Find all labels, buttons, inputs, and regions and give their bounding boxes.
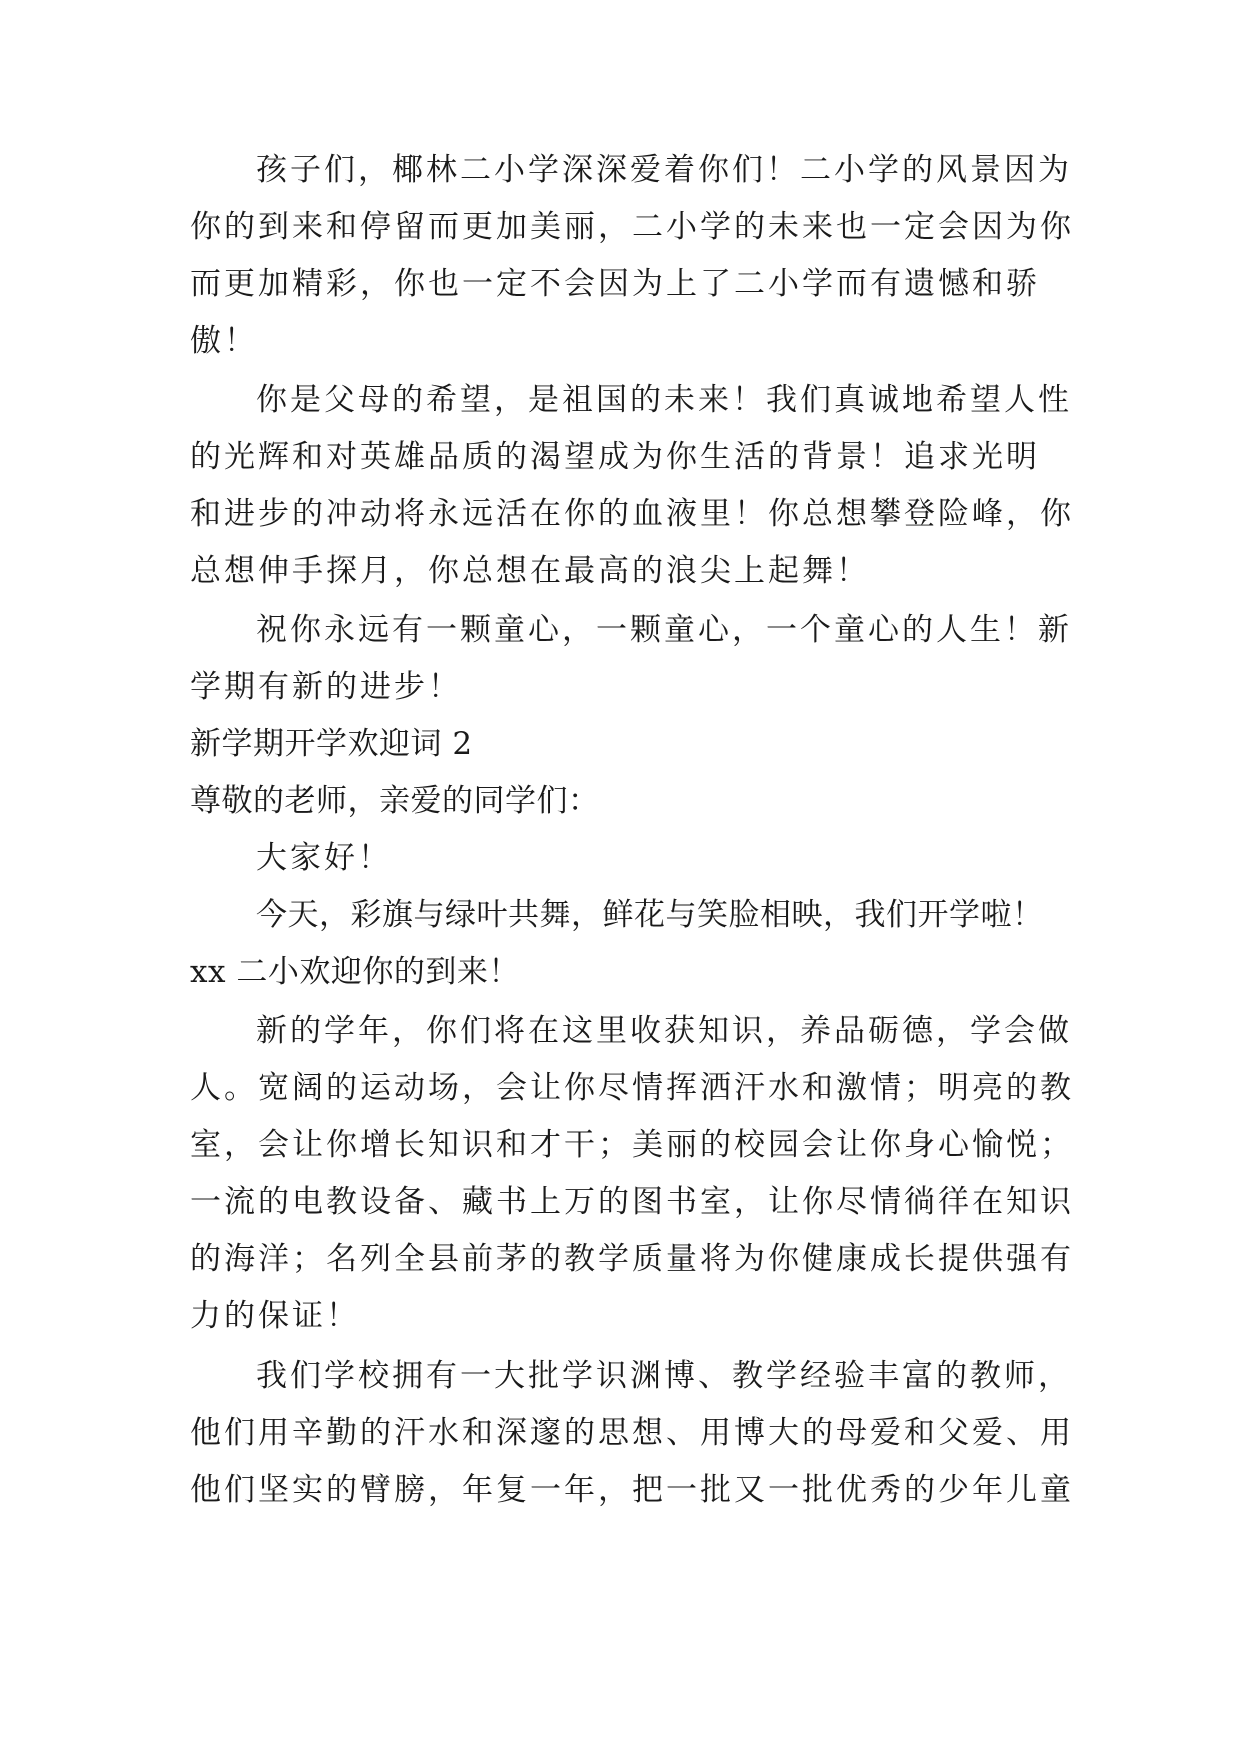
text-line: 力的保证！	[190, 1298, 360, 1334]
text-line: 新的学年，你们将在这里收获知识，养品砺德，学会做	[256, 1013, 1072, 1049]
text-line: 的海洋；名列全县前茅的教学质量将为你健康成长提供强有	[190, 1241, 1074, 1277]
text-line: 你是父母的希望，是祖国的未来！我们真诚地希望人性	[256, 382, 1072, 418]
salutation: 尊敬的老师，亲爱的同学们：	[190, 783, 600, 819]
text-line: 他们用辛勤的汗水和深邃的思想、用博大的母爱和父爱、用	[190, 1415, 1074, 1451]
text-line: 的光辉和对英雄品质的渴望成为你生活的背景！追求光明	[190, 439, 1040, 475]
text-line: 一流的电教设备、藏书上万的图书室，让你尽情徜徉在知识	[190, 1184, 1074, 1220]
text-line: 总想伸手探月，你总想在最高的浪尖上起舞！	[190, 553, 870, 589]
text-line: 祝你永远有一颗童心，一颗童心，一个童心的人生！新	[256, 612, 1072, 648]
text-line: 傲！	[190, 323, 258, 359]
text-line: 你的到来和停留而更加美丽，二小学的未来也一定会因为你	[190, 209, 1074, 245]
text-line: 孩子们，椰林二小学深深爱着你们！二小学的风景因为	[256, 152, 1072, 188]
text-line: xx 二小欢迎你的到来！	[190, 954, 520, 990]
text-line: 室，会让你增长知识和才干；美丽的校园会让你身心愉悦；	[190, 1127, 1074, 1163]
text-line: 今天，彩旗与绿叶共舞，鲜花与笑脸相映，我们开学啦！	[256, 897, 1044, 933]
text-line: 他们坚实的臂膀，年复一年，把一批又一批优秀的少年儿童	[190, 1472, 1074, 1508]
text-line: 人。宽阔的运动场，会让你尽情挥洒汗水和激情；明亮的教	[190, 1070, 1074, 1106]
section-heading: 新学期开学欢迎词 2	[190, 726, 473, 762]
text-line: 和进步的冲动将永远活在你的血液里！你总想攀登险峰，你	[190, 496, 1074, 532]
text-line: 我们学校拥有一大批学识渊博、教学经验丰富的教师，	[256, 1358, 1072, 1394]
text-line: 而更加精彩，你也一定不会因为上了二小学而有遗憾和骄	[190, 266, 1040, 302]
text-line: 学期有新的进步！	[190, 669, 462, 705]
greeting: 大家好！	[256, 840, 392, 876]
